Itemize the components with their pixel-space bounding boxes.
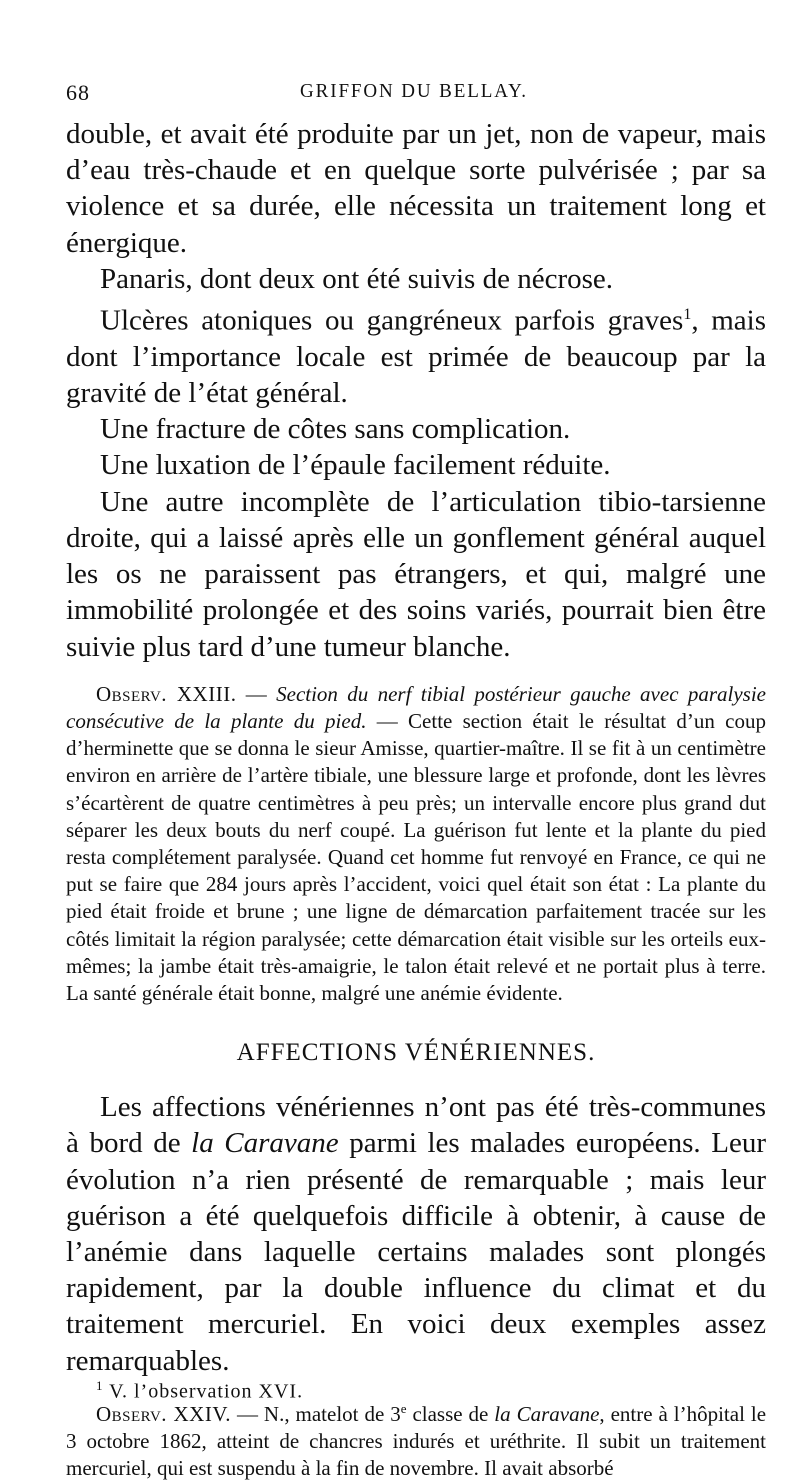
ulceres-text-start: Ulcères atoniques ou gangréneux parfois graves [100, 304, 684, 337]
footnote-reference: 1 [683, 306, 692, 324]
paragraph-luxation: Une luxation de l’épaule facilement réduite. [100, 449, 611, 482]
observation-23-title: Section du nerf tibial postérieur gauche avec paralysie consécutive de la plante du pied. [66, 681, 766, 733]
observation-24-label: Observ. XXIV. [96, 1401, 232, 1426]
running-title: GRIFFON DU BELLAY. [300, 80, 528, 102]
footnote-text: V. l’observation XVI. [103, 1380, 304, 1403]
observation-23-dash: — [236, 681, 277, 706]
observation-23-text: — Cette section était le résultat d’un coup d’herminette que se donna le sieur Amisse, quartier-maître. Il se fit à un centimètre environ en arrière de l’artère tibiale, une blessure large et profonde, dont les lèvres s’écartèrent de quatre centimètres à peu près; un intervalle encore plus grand dut séparer les deux bouts du nerf coupé. La guérison fut lente et la plante du pied resta complétement paralysée. Quand cet homme fut renvoyé en France, ce qui ne put se faire que 284 jours après l’accident, voici quel était son état : La plante du pied était froide et brune ; une ligne de démarcation parfaitement tracée sur les côtés limitait la région paralysée; cette démarcation était visible sur les orteils eux-mêmes; la jambe était très-amaigrie, le talon était relevé et ne portait plus à terre. La santé générale était bonne, malgré une anémie évidente. [66, 708, 766, 1005]
observation-23-label: Observ. XXIII. [96, 681, 237, 706]
ulceres-text-end: , mais dont l’importance locale est primée de beaucoup par la gravité de l’état général. [66, 304, 766, 410]
observation-24 [66, 1395, 766, 1482]
observation-24-text-3: , entre à l’hôpital le 3 octobre 1862, atteint de chancres indurés et uréthrite. Il subit un traitement mercuriel, qui est suspendu à la fin de novembre. Il avait absorbé [66, 1401, 767, 1481]
paragraph-burn-continued: double, et avait été produite par un jet, non de vapeur, mais d’eau très-chaude et en quelque sorte pulvérisée ; par sa violence et sa durée, elle nécessita un traitement long et énergique. [66, 118, 766, 259]
venereal-text-start: Les affections vénériennes n’ont pas été très-communes à bord de [66, 1091, 766, 1160]
page-body [66, 110, 766, 1482]
class-ordinal: e [400, 1400, 407, 1416]
venereal-text-end: parmi les malades européens. Leur évolution n’a rien présenté de remarquable ; mais leur guérison a été quelquefois difficile à obtenir, à cause de l’anémie dans laquelle certains malades sont plongés rapidement, par la double influence du climat et du traitement mercuriel. En voici deux exemples assez remarquables. [66, 1127, 766, 1377]
page-number: 68 [66, 80, 90, 105]
page-header [66, 80, 762, 110]
paragraph-fracture: Une fracture de côtes sans complication. [100, 413, 571, 446]
observation-24-text-1: — N., matelot de 3 [231, 1401, 401, 1426]
paragraph-articulation: Une autre incomplète de l’articulation tibio-tarsienne droite, qui a laissé après elle un gonflement général auquel les os ne paraissent pas étrangers, et qui, malgré une immobilité prolongée et des soins variés, pourrait bien être suivie plus tard d’une tumeur blanche. [66, 485, 766, 663]
paragraph-panaris: Panaris, dont deux ont été suivis de nécrose. [100, 262, 614, 295]
observation-23 [66, 681, 766, 1007]
paragraph-venereal [66, 1089, 766, 1379]
paragraph-ulceres [66, 297, 766, 411]
footnote [96, 1378, 303, 1404]
observation-24-ship-name: la Caravane [494, 1401, 600, 1426]
section-heading: AFFECTIONS VÉNÉRIENNES. [236, 1039, 596, 1067]
observation-24-text-2: classe de [406, 1401, 495, 1426]
ship-name: la Caravane [191, 1127, 339, 1160]
footnote-mark: 1 [96, 1378, 104, 1393]
